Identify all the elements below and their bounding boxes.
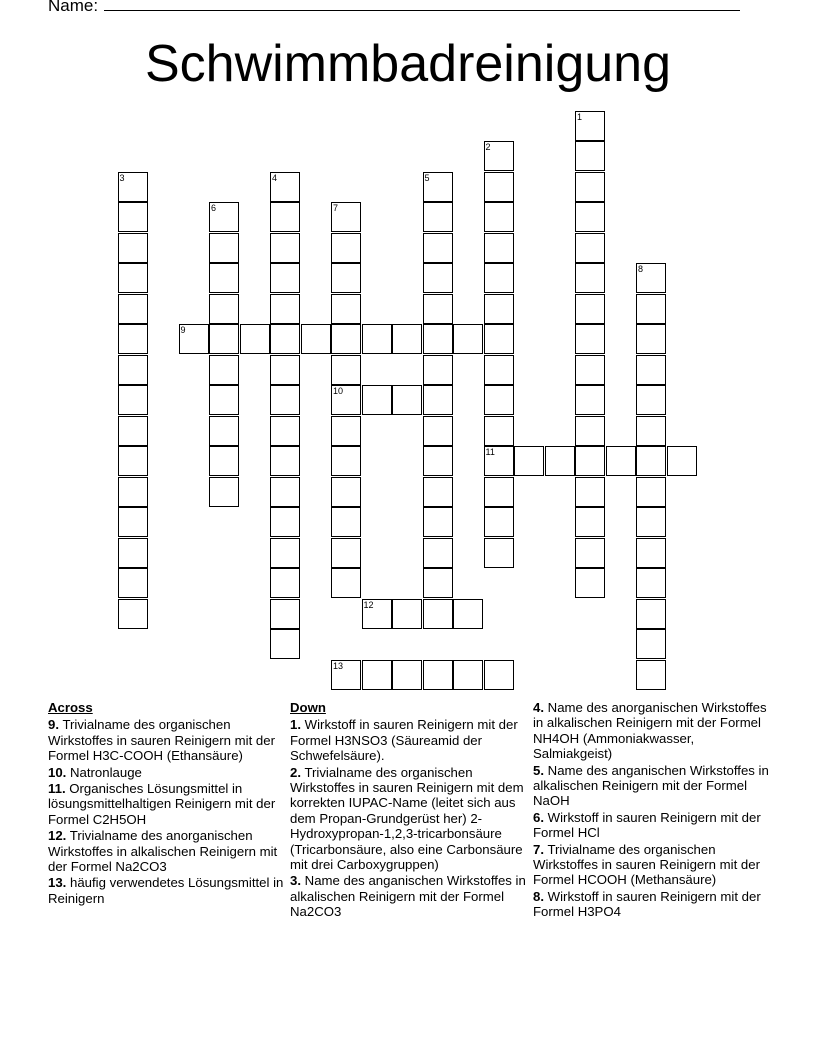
grid-cell-12[interactable] [362, 599, 392, 629]
grid-cell[interactable] [514, 446, 544, 476]
name-label: Name: [48, 0, 99, 15]
grid-cell[interactable] [423, 538, 453, 568]
grid-cell[interactable] [209, 416, 239, 446]
clue-number: 5 [424, 172, 430, 183]
grid-cell[interactable] [484, 507, 514, 537]
grid-cell[interactable] [392, 385, 422, 415]
grid-cell[interactable] [331, 507, 361, 537]
grid-cell[interactable] [209, 324, 239, 354]
puzzle-title: Schwimmbadreinigung [144, 35, 672, 93]
clue-across-9: 9. Trivialname des organischen Wirkstoffes in sauren Reinigern mit der Formel H3C-COOH (Ethansäure) [48, 717, 275, 764]
clue-number: 9 [180, 325, 186, 335]
clue-down-5: 5. Name des anganischen Wirkstoffes in alkalischen Reinigern mit der Formel NaOH [533, 762, 769, 809]
clue-number: 13 [333, 660, 344, 671]
grid-cell[interactable] [270, 477, 300, 507]
grid-cell[interactable] [575, 202, 605, 232]
grid-cell[interactable] [270, 629, 300, 659]
grid-cell[interactable] [575, 385, 605, 415]
grid-cell[interactable] [240, 324, 270, 354]
grid-cell[interactable] [118, 477, 148, 507]
grid-cell[interactable] [636, 629, 666, 659]
grid-cell[interactable] [423, 446, 453, 476]
grid-cell[interactable] [636, 324, 666, 354]
grid-cell-2[interactable] [484, 141, 514, 171]
grid-cell[interactable] [270, 294, 300, 324]
clue-down-6: 6. Wirkstoff in sauren Reinigern mit der Formel HCl [533, 809, 761, 841]
grid-cell[interactable] [636, 660, 666, 690]
grid-cell[interactable] [331, 294, 361, 324]
grid-cell[interactable] [636, 355, 666, 385]
grid-cell[interactable] [575, 538, 605, 568]
grid-cell[interactable] [270, 324, 300, 354]
clue-down-4: 4. Name des anorganischen Wirkstoffes in alkalischen Reinigern mit der Formel NH4OH (Ammoniakwasser, Salmiakgeist) [533, 700, 767, 762]
grid-cell[interactable] [270, 446, 300, 476]
grid-cell[interactable] [575, 446, 605, 476]
grid-cell[interactable] [484, 416, 514, 446]
grid-cell[interactable] [331, 263, 361, 293]
grid-cell[interactable] [118, 202, 148, 232]
grid-cell[interactable] [392, 324, 422, 354]
grid-cell[interactable] [423, 324, 453, 354]
grid-cell[interactable] [636, 507, 666, 537]
grid-cell[interactable] [362, 324, 392, 354]
grid-cell-6[interactable] [209, 202, 239, 232]
down-heading: Down [290, 700, 326, 715]
grid-cell[interactable] [636, 538, 666, 568]
grid-cell[interactable] [575, 568, 605, 598]
grid-cell[interactable] [453, 324, 483, 354]
grid-cell[interactable] [453, 599, 483, 629]
grid-cell[interactable] [606, 446, 636, 476]
grid-cell[interactable] [331, 324, 361, 354]
grid-cell[interactable] [423, 355, 453, 385]
grid-cell[interactable] [270, 568, 300, 598]
grid-cell[interactable] [484, 172, 514, 202]
grid-cell[interactable] [118, 324, 148, 354]
grid-cell[interactable] [118, 446, 148, 476]
grid-cell[interactable] [575, 172, 605, 202]
grid-cell[interactable] [270, 385, 300, 415]
across-clues [48, 700, 288, 907]
grid-cell[interactable] [118, 568, 148, 598]
clue-across-11: 11. Organisches Lösungsmittel in lösungsmittelhaltigen Reinigern mit der Formel C2H5OH [48, 781, 276, 827]
grid-cell[interactable] [331, 538, 361, 568]
grid-cell[interactable] [575, 263, 605, 293]
clue-down-7: 7. Trivialname des organischen Wirkstoffes in sauren Reinigern mit der Formel HCOOH (Methansäure) [533, 841, 760, 888]
down-clues-column-2 [533, 700, 773, 921]
grid-cell[interactable] [575, 324, 605, 354]
grid-cell[interactable] [423, 660, 453, 690]
grid-cell[interactable] [118, 233, 148, 263]
clue-across-13: 13. häufig verwendetes Lösungsmittel in Reinigern [48, 875, 284, 906]
grid-cell[interactable] [301, 324, 331, 354]
grid-cell[interactable] [484, 233, 514, 263]
grid-cell-7[interactable] [331, 202, 361, 232]
grid-cell[interactable] [209, 355, 239, 385]
grid-cell[interactable] [118, 416, 148, 446]
grid-cell[interactable] [484, 202, 514, 232]
grid-cell[interactable] [331, 477, 361, 507]
grid-cell-8[interactable] [636, 263, 666, 293]
grid-cell-11[interactable] [484, 446, 514, 476]
grid-cell[interactable] [270, 599, 300, 629]
grid-cell[interactable] [484, 660, 514, 690]
grid-cell[interactable] [575, 233, 605, 263]
clue-across-12: 12. Trivialname des anorganischen Wirkstoffes in alkalischen Reinigern mit der Formel Na2CO3 [48, 828, 278, 875]
grid-cell[interactable] [118, 599, 148, 629]
grid-cell-4[interactable] [270, 172, 300, 202]
clue-down-3: 3. Name des anganischen Wirkstoffes in alkalischen Reinigern mit der Formel Na2CO3 [290, 873, 526, 920]
grid-cell-13[interactable] [331, 660, 361, 690]
grid-cell[interactable] [270, 233, 300, 263]
across-heading: Across [48, 700, 93, 715]
grid-cell[interactable] [484, 294, 514, 324]
clue-down-1: 1. Wirkstoff in sauren Reinigern mit der Formel H3NSO3 (Säureamid der Schwefelsäure). [290, 717, 518, 764]
clue-number: 10 [333, 386, 344, 396]
grid-cell[interactable] [423, 507, 453, 537]
grid-cell[interactable] [453, 660, 483, 690]
grid-cell[interactable] [118, 355, 148, 385]
clue-number: 1 [577, 111, 583, 122]
clue-number: 7 [333, 203, 339, 213]
grid-cell[interactable] [484, 538, 514, 568]
grid-cell-9[interactable] [179, 324, 209, 354]
grid-cell[interactable] [423, 202, 453, 232]
grid-cell-5[interactable] [423, 172, 453, 202]
grid-cell-1[interactable] [575, 111, 605, 141]
grid-cell[interactable] [331, 446, 361, 476]
grid-cell[interactable] [209, 385, 239, 415]
grid-cell[interactable] [423, 477, 453, 507]
grid-cell[interactable] [209, 294, 239, 324]
grid-cell[interactable] [362, 660, 392, 690]
grid-cell[interactable] [636, 599, 666, 629]
grid-cell[interactable] [331, 233, 361, 263]
grid-cell[interactable] [270, 507, 300, 537]
clue-across-10: 10. Natronlauge [48, 764, 142, 780]
clue-number: 6 [211, 203, 217, 213]
grid-cell[interactable] [484, 355, 514, 385]
grid-cell[interactable] [209, 446, 239, 476]
clue-number: 4 [272, 172, 278, 183]
clue-number: 11 [485, 447, 495, 457]
clue-down-2: 2. Trivialname des organischen Wirkstoffes in sauren Reinigern mit dem korrekten IUPAC-Name (leitet sich aus dem Propan-Grundgerüst her) 2-Hydroxypropan-1,2,3-tricarbonsäure (Tricarbonsäure, also eine Carbonsäure mit drei Carboxygruppen) [290, 764, 524, 873]
grid-cell[interactable] [575, 416, 605, 446]
grid-cell[interactable] [484, 385, 514, 415]
grid-cell[interactable] [423, 599, 453, 629]
grid-cell[interactable] [636, 385, 666, 415]
down-clues-column-1 [290, 700, 528, 921]
grid-cell[interactable] [636, 446, 666, 476]
grid-cell[interactable] [392, 599, 422, 629]
grid-cell[interactable] [331, 416, 361, 446]
grid-cell-10[interactable] [331, 385, 361, 415]
grid-cell[interactable] [209, 233, 239, 263]
grid-cell[interactable] [423, 294, 453, 324]
grid-cell[interactable] [118, 385, 148, 415]
grid-cell[interactable] [392, 660, 422, 690]
grid-cell[interactable] [209, 263, 239, 293]
grid-cell[interactable] [667, 446, 697, 476]
clue-number: 8 [638, 264, 644, 274]
grid-cell[interactable] [423, 385, 453, 415]
grid-cell[interactable] [575, 477, 605, 507]
grid-cell[interactable] [545, 446, 575, 476]
grid-cell[interactable] [423, 416, 453, 446]
grid-cell[interactable] [636, 568, 666, 598]
grid-cell[interactable] [423, 568, 453, 598]
grid-cell[interactable] [636, 477, 666, 507]
grid-cell[interactable] [270, 538, 300, 568]
clue-number: 12 [363, 599, 374, 610]
grid-cell[interactable] [636, 416, 666, 446]
clue-down-8: 8. Wirkstoff in sauren Reinigern mit der Formel H3PO4 [533, 888, 761, 920]
grid-cell[interactable] [362, 385, 392, 415]
grid-cell[interactable] [575, 507, 605, 537]
grid-cell[interactable] [209, 477, 239, 507]
grid-cell[interactable] [423, 263, 453, 293]
grid-cell[interactable] [484, 263, 514, 293]
grid-cell[interactable] [270, 263, 300, 293]
grid-cell[interactable] [484, 477, 514, 507]
grid-cell[interactable] [331, 355, 361, 385]
grid-cell[interactable] [118, 507, 148, 537]
grid-cell[interactable] [636, 294, 666, 324]
grid-cell[interactable] [270, 416, 300, 446]
grid-cell[interactable] [484, 324, 514, 354]
grid-cell[interactable] [575, 141, 605, 171]
grid-cell[interactable] [331, 568, 361, 598]
grid-cell[interactable] [575, 355, 605, 385]
grid-cell[interactable] [118, 294, 148, 324]
clue-number: 3 [119, 172, 125, 183]
grid-cell-3[interactable] [118, 172, 148, 202]
grid-cell[interactable] [118, 263, 148, 293]
grid-cell[interactable] [270, 355, 300, 385]
clue-number: 2 [485, 142, 491, 152]
grid-cell[interactable] [575, 294, 605, 324]
grid-cell[interactable] [423, 233, 453, 263]
grid-cell[interactable] [270, 202, 300, 232]
grid-cell[interactable] [118, 538, 148, 568]
